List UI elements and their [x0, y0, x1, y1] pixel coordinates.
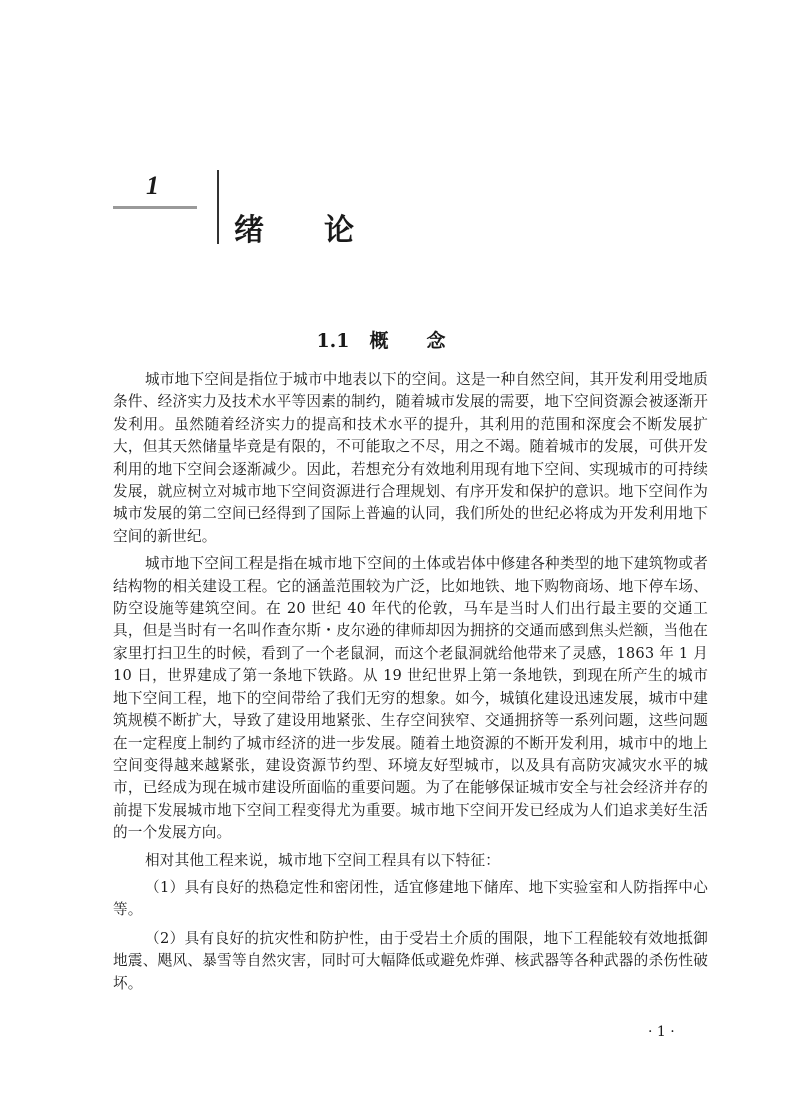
paragraph-features-intro: 相对其他工程来说，城市地下空间工程具有以下特征： [145, 851, 501, 869]
chapter-divider-line [217, 170, 219, 244]
section-title: 概念 [369, 330, 484, 352]
paragraph-engineering: 城市地下空间工程是指在城市地下空间的土体或岩体中修建各种类型的地下建筑物或者结构物的相关建设工程。它的涵盖范围较为广泛，比如地铁、地下购物商场、地下停车场、防空设施等建筑空间。在 20 世纪 40 年代的伦敦，马车是当时人们出行最主要的交通工具，但是当时有一名叫作查尔斯・皮尔逊的律师却因为拥挤的交通而感到焦头烂额，当他在家里打扫卫生的时候，看到了一个老鼠洞，而这个老鼠洞就给他带来了灵感，1863 年 1 月 10 日，世界建成了第一条地下铁路。从 19 世纪世界上第一条地铁，到现在所产生的城市地下空间工程，地下的空间带给了我们无穷的想象。如今，城镇化建设迅速发展，城市中建筑规模不断扩大，导致了建设用地紧张、生存空间狭窄、交通拥挤等一系列问题，这些问题在一定程度上制约了城市经济的进一步发展。随着土地资源的不断开发利用，城市中的地上空间变得越来越紧张，建设资源节约型、环境友好型城市，以及具有高防灾减灾水平的城市，已经成为现在城市建设所面临的重要问题。为了在能够保证城市安全与社会经济并存的前提下发展城市地下空间工程变得尤为重要。城市地下空间开发已经成为人们追求美好生活的一个发展方向。 [113, 555, 708, 842]
paragraph-definition: 城市地下空间是指位于城市中地表以下的空间。这是一种自然空间，其开发利用受地质条件、经济实力及技术水平等因素的制约，随着城市发展的需要，地下空间资源会被逐渐开发利用。虽然随着经济实力的提高和技术水平的提升，其利用的范围和深度会不断发展扩大，但其天然储量毕竟是有限的，不可能取之不尽，用之不竭。随着城市的发展，可供开发利用的地下空间会逐渐减少。因此，若想充分有效地利用现有地下空间、实现城市的可持续发展，就应树立对城市地下空间资源进行合理规划、有序开发和保护的意识。地下空间作为城市发展的第二空间已经得到了国际上普遍的认同，我们所处的世纪必将成为开发利用地下空间的新世纪。 [113, 371, 708, 545]
list-item-feature-1: （1）具有良好的热稳定性和密闭性，适宜修建地下储库、地下实验室和人防指挥中心等。 [113, 878, 708, 919]
section-heading [0, 326, 800, 353]
list-item-feature-2: （2）具有良好的抗灾性和防护性，由于受岩土介质的围限，地下工程能较有效地抵御地震、飓风、暴雪等自然灾害，同时可大幅降低或避免炸弹、核武器等各种武器的杀伤性破坏。 [113, 929, 708, 992]
chapter-number: 1 [146, 171, 159, 200]
page-number: · 1 · [648, 1024, 675, 1040]
section-number: 1.1 [316, 330, 350, 352]
chapter-title: 绪论 [234, 213, 414, 248]
chapter-rule [113, 206, 197, 209]
body-text [113, 369, 708, 1001]
